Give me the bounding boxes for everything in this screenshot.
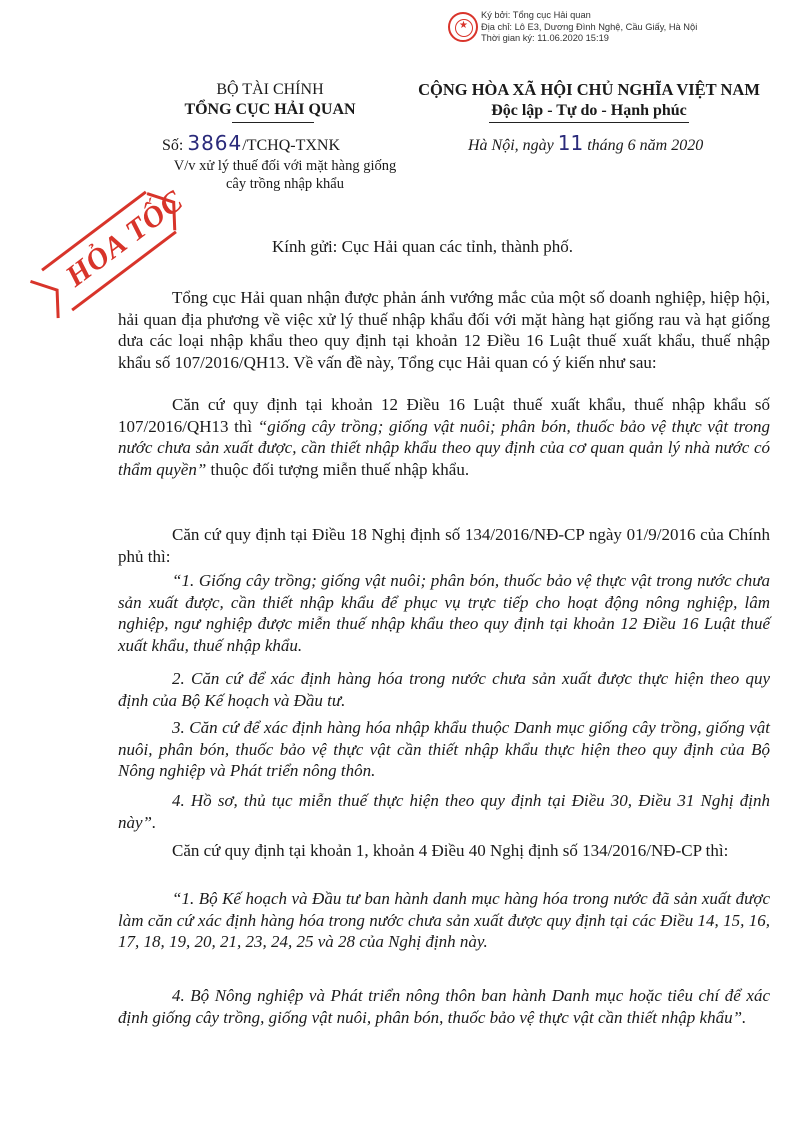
signature-address: Địa chỉ: Lô E3, Dương Đình Nghệ, Cầu Giấy, Hà Nội [481, 21, 698, 32]
document-date [468, 131, 703, 155]
body-quote-2 [118, 668, 770, 711]
paragraph-law-basis [118, 394, 770, 480]
paragraph-law-basis-quote: “giống cây trồng; giống vật nuôi; phân bón, thuốc bảo vệ thực vật trong nước chưa sản xuất được, cần thiết nhập khẩu theo quy định của cơ quan quản lý nhà nước có thẩm quyền” [118, 416, 770, 479]
body-quote-3 [118, 717, 770, 782]
subject-line-2: cây trồng nhập khẩu [226, 176, 344, 192]
recipient-line: Kính gửi: Cục Hải quan các tỉnh, thành phố. [272, 237, 573, 256]
digital-signature-block [448, 10, 778, 58]
paragraph-intro: Tổng cục Hải quan nhận được phản ánh vướng mắc của một số doanh nghiệp, hiệp hội, hải quan địa phương về việc xử lý thuế nhập khẩu đối với mặt hàng hạt giống rau và hạt giống dưa các loại nhập khẩu theo quy định tại khoản 12 Điều 16 Luật thuế xuất khẩu, thuế nhập khẩu số 107/2016/QH13. Về vấn đề này, Tổng cục Hải quan có ý kiến như sau: [118, 288, 770, 372]
issuer-header [150, 80, 390, 120]
body-paragraph-4 [118, 840, 770, 862]
body-quote-5 [118, 888, 770, 953]
body-quote-4 [118, 790, 770, 833]
signature-signed-by: Ký bởi: Tổng cục Hải quan [481, 10, 591, 20]
paragraph-decree-18: Căn cứ quy định tại Điều 18 Nghị định số 134/2016/NĐ-CP ngày 01/9/2016 của Chính phủ thì: [118, 525, 770, 566]
signature-seal-icon [448, 12, 478, 42]
quote-item-6: 4. Bộ Nông nghiệp và Phát triển nông thôn ban hành Danh mục hoặc tiêu chí để xác định giống cây trồng, giống vật nuôi, phân bón, thuốc bảo vệ thực vật cần thiết nhập khẩu”. [118, 986, 770, 1027]
signature-time: Thời gian ký: 11.06.2020 15:19 [481, 33, 609, 43]
ministry-name: BỘ TÀI CHÍNH [216, 81, 324, 98]
doc-number-suffix: /TCHQ-TXNK [242, 137, 341, 154]
quote-item-1: “1. Giống cây trồng; giống vật nuôi; phân bón, thuốc bảo vệ thực vật trong nước chưa sản xuất được, cần thiết nhập khẩu để phục vụ trực tiếp cho hoạt động nông nghiệp, lâm nghiệp, ngư nghiệp được miễn thuế nhập khẩu theo quy định tại khoản 12 Điều 16 Luật thuế xuất khẩu, thuế nhập khẩu. [118, 571, 770, 655]
doc-number-handwritten: 3864 [187, 131, 243, 155]
quote-item-2: 2. Căn cứ để xác định hàng hóa trong nước chưa sản xuất được thực hiện theo quy định của Bộ Kế hoạch và Đầu tư. [118, 669, 770, 710]
document-number [162, 131, 340, 155]
body-paragraph-3 [118, 524, 770, 567]
quote-item-5: “1. Bộ Kế hoạch và Đầu tư ban hành danh mục hàng hóa trong nước đã sản xuất được làm căn cứ xác định hàng hóa trong nước chưa sản xuất được quy định tại các Điều 14, 15, 16, 17, 18, 19, 20, 21, 23, 24, 25 và 28 của Nghị định này. [118, 889, 770, 951]
subject-line-1: V/v xử lý thuế đối với mặt hàng giống [173, 158, 397, 174]
paragraph-decree-40: Căn cứ quy định tại khoản 1, khoản 4 Điều 40 Nghị định số 134/2016/NĐ-CP thì: [172, 841, 729, 860]
doc-date-handwritten-day: 11 [557, 131, 584, 155]
issuer-underline [232, 122, 314, 123]
paragraph-law-basis-lead: Căn cứ quy định tại khoản 12 Điều 16 Luật thuế xuất khẩu, thuế nhập khẩu số 107/2016/QH13 thì [118, 395, 770, 436]
body-quote-6 [118, 985, 770, 1028]
national-header [410, 80, 768, 123]
document-subject [165, 157, 405, 193]
quote-item-3: 3. Căn cứ để xác định hàng hóa nhập khẩu thuộc Danh mục giống cây trồng, giống vật nuôi, phân bón, thuốc bảo vệ thực vật cần thiết nhập khẩu thực hiện theo quy định của Bộ Nông nghiệp và Phát triển nông thôn. [118, 718, 770, 780]
doc-number-prefix: Số: [162, 137, 188, 154]
paragraph-law-basis-tail: thuộc đối tượng miễn thuế nhập khẩu. [206, 459, 470, 479]
body-quote-1 [118, 570, 770, 656]
body-paragraph-1 [118, 287, 770, 373]
urgent-stamp-label: HỎA TỐC [59, 183, 190, 294]
body-paragraph-2 [118, 394, 770, 480]
signature-details [481, 10, 697, 45]
doc-date-prefix: Hà Nội, ngày [468, 137, 558, 154]
national-motto: Độc lập - Tự do - Hạnh phúc [489, 100, 689, 123]
department-name: TỔNG CỤC HẢI QUAN [184, 101, 356, 118]
country-name: CỘNG HÒA XÃ HỘI CHỦ NGHĨA VIỆT NAM [418, 80, 760, 99]
doc-date-suffix: tháng 6 năm 2020 [583, 137, 704, 154]
quote-item-4: 4. Hồ sơ, thủ tục miễn thuế thực hiện theo quy định tại Điều 30, Điều 31 Nghị định này”. [118, 791, 770, 832]
